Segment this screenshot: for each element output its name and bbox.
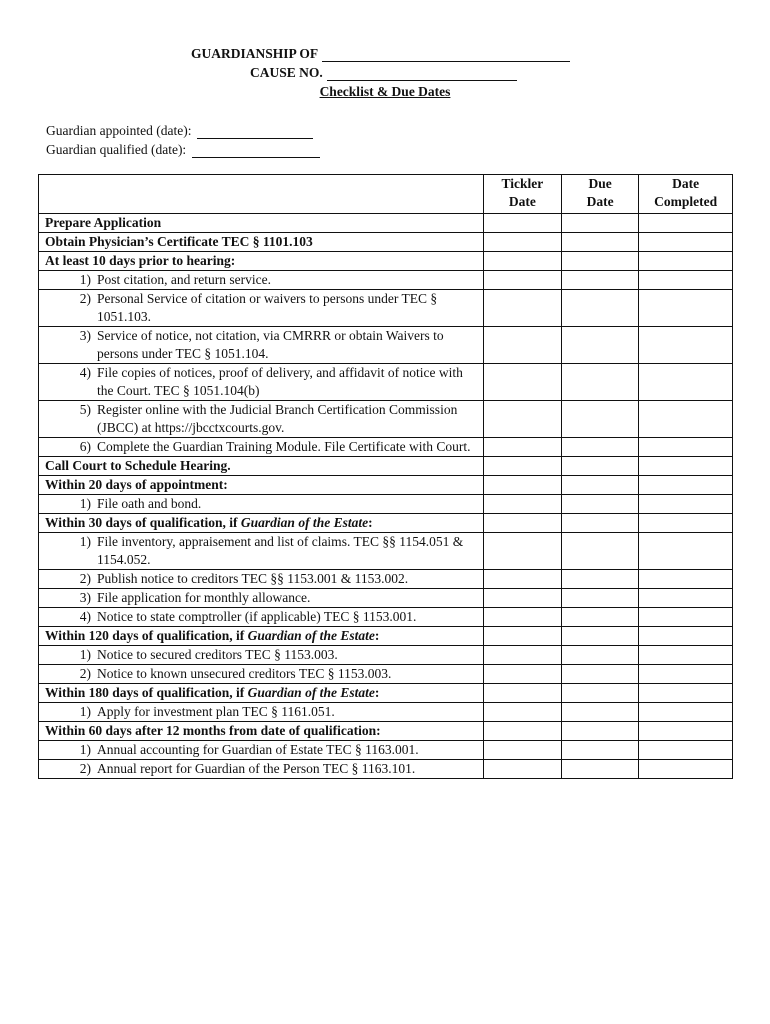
item-number: 1) [79, 704, 91, 719]
item-number: 1) [79, 496, 91, 511]
due-date-cell[interactable] [562, 495, 639, 514]
qualified-label: Guardian qualified (date): [46, 142, 187, 157]
section-label [45, 628, 379, 643]
checklist-body [39, 214, 733, 779]
guardianship-line [191, 46, 570, 62]
item-number: 1) [79, 534, 91, 549]
checklist-item-row [39, 589, 733, 608]
appointed-blank[interactable] [197, 126, 313, 139]
due-date-cell[interactable] [562, 533, 639, 570]
date-completed-cell[interactable] [639, 570, 733, 589]
list-item [45, 741, 483, 759]
tickler-date-cell[interactable] [483, 514, 562, 533]
checklist-item-row [39, 327, 733, 364]
tickler-date-cell[interactable] [483, 476, 562, 495]
due-date-cell[interactable] [562, 514, 639, 533]
item-text: File copies of notices, proof of delivery, and affidavit of notice with the Court. TEC § 1051.104(b) [97, 365, 463, 398]
task-description [39, 252, 484, 271]
section-label-suffix: : [374, 628, 380, 643]
list-item [45, 495, 483, 513]
qualified-blank[interactable] [192, 145, 320, 158]
item-number: 1) [79, 647, 91, 662]
checklist-item-row [39, 438, 733, 457]
section-label: Within 60 days after 12 months from date of qualification: [45, 723, 381, 738]
due-date-cell[interactable] [562, 722, 639, 741]
due-date-cell[interactable] [562, 703, 639, 722]
guardianship-label: GUARDIANSHIP OF [191, 46, 319, 61]
task-description [39, 741, 484, 760]
tickler-date-cell[interactable] [483, 214, 562, 233]
due-date-cell[interactable] [562, 608, 639, 627]
list-item [45, 533, 483, 569]
task-description [39, 271, 484, 290]
section-label: Within 20 days of appointment: [45, 477, 228, 492]
due-date-cell[interactable] [562, 457, 639, 476]
due-date-cell[interactable] [562, 233, 639, 252]
due-date-header [562, 175, 639, 214]
completed-header-line1: Date [672, 176, 700, 191]
tickler-date-cell[interactable] [483, 290, 562, 327]
checklist-item-row [39, 741, 733, 760]
due-date-cell[interactable] [562, 476, 639, 495]
date-completed-cell[interactable] [639, 327, 733, 364]
item-number: 2) [79, 761, 91, 776]
list-item [45, 327, 483, 363]
tickler-date-cell[interactable] [483, 364, 562, 401]
item-text: Annual report for Guardian of the Person TEC § 1163.101. [97, 761, 416, 776]
date-completed-cell[interactable] [639, 514, 733, 533]
item-text: Post citation, and return service. [97, 272, 271, 287]
checklist-table [38, 174, 733, 779]
guardianship-blank[interactable] [322, 49, 570, 62]
item-number: 3) [79, 328, 91, 343]
tickler-header-line2: Date [508, 194, 536, 209]
list-item [45, 646, 483, 664]
item-number: 1) [79, 272, 91, 287]
tickler-date-cell[interactable] [483, 627, 562, 646]
tickler-date-cell[interactable] [483, 252, 562, 271]
description-header [39, 175, 484, 214]
list-item [45, 290, 483, 326]
list-item [45, 703, 483, 721]
date-completed-cell[interactable] [639, 495, 733, 514]
due-date-cell[interactable] [562, 438, 639, 457]
date-completed-cell[interactable] [639, 233, 733, 252]
task-description [39, 589, 484, 608]
tickler-date-cell[interactable] [483, 401, 562, 438]
task-description [39, 627, 484, 646]
task-description [39, 760, 484, 779]
due-date-cell[interactable] [562, 760, 639, 779]
date-completed-cell[interactable] [639, 646, 733, 665]
task-description [39, 514, 484, 533]
date-completed-cell[interactable] [639, 364, 733, 401]
task-description [39, 364, 484, 401]
task-description [39, 646, 484, 665]
tickler-date-cell[interactable] [483, 760, 562, 779]
checklist-item-row [39, 401, 733, 438]
tickler-date-cell[interactable] [483, 271, 562, 290]
tickler-date-cell[interactable] [483, 233, 562, 252]
tickler-date-cell[interactable] [483, 741, 562, 760]
checklist-item-row [39, 495, 733, 514]
tickler-date-cell[interactable] [483, 665, 562, 684]
tickler-date-cell[interactable] [483, 438, 562, 457]
due-date-cell[interactable] [562, 646, 639, 665]
section-label: Prepare Application [45, 215, 162, 230]
item-number: 2) [79, 571, 91, 586]
date-completed-cell[interactable] [639, 684, 733, 703]
due-date-cell[interactable] [562, 214, 639, 233]
date-completed-cell[interactable] [639, 401, 733, 438]
section-label-suffix: : [368, 515, 373, 530]
item-text: Apply for investment plan TEC § 1161.051. [97, 704, 335, 719]
checklist-item-row [39, 533, 733, 570]
cause-line [250, 65, 517, 81]
list-item [45, 271, 483, 289]
tickler-date-cell[interactable] [483, 608, 562, 627]
date-completed-cell[interactable] [639, 703, 733, 722]
checklist-item-row [39, 608, 733, 627]
task-description [39, 722, 484, 741]
checklist-item-row [39, 703, 733, 722]
date-completed-cell[interactable] [639, 760, 733, 779]
due-date-cell[interactable] [562, 570, 639, 589]
checklist-section-row [39, 457, 733, 476]
task-description [39, 401, 484, 438]
task-description [39, 533, 484, 570]
item-number: 6) [79, 439, 91, 454]
list-item [45, 438, 483, 456]
list-item [45, 665, 483, 683]
checklist-section-row [39, 514, 733, 533]
task-description [39, 570, 484, 589]
section-label-prefix: Within 180 days of qualification, if [45, 685, 248, 700]
checklist-item-row [39, 760, 733, 779]
checklist-section-row [39, 627, 733, 646]
tickler-date-cell[interactable] [483, 570, 562, 589]
completed-header-line2: Completed [654, 194, 718, 209]
task-description [39, 608, 484, 627]
checklist-section-row [39, 233, 733, 252]
item-text: Personal Service of citation or waivers to persons under TEC § 1051.103. [97, 291, 438, 324]
checklist-item-row [39, 570, 733, 589]
tickler-date-cell[interactable] [483, 457, 562, 476]
section-label: At least 10 days prior to hearing: [45, 253, 236, 268]
date-completed-cell[interactable] [639, 741, 733, 760]
due-date-cell[interactable] [562, 627, 639, 646]
list-item [45, 364, 483, 400]
page-title: Checklist & Due Dates [319, 84, 451, 99]
table-header-row [39, 175, 733, 214]
date-completed-cell[interactable] [639, 271, 733, 290]
due-date-cell[interactable] [562, 665, 639, 684]
section-label-italic: Guardian of the Estate [247, 628, 375, 643]
due-date-cell[interactable] [562, 290, 639, 327]
date-completed-cell[interactable] [639, 589, 733, 608]
due-header-line2: Date [586, 194, 614, 209]
tickler-date-cell[interactable] [483, 722, 562, 741]
cause-blank[interactable] [327, 68, 517, 81]
date-completed-cell[interactable] [639, 457, 733, 476]
task-description [39, 703, 484, 722]
section-label-italic: Guardian of the Estate [240, 515, 369, 530]
due-date-cell[interactable] [562, 684, 639, 703]
date-completed-cell[interactable] [639, 290, 733, 327]
item-number: 4) [79, 609, 91, 624]
date-completed-cell[interactable] [639, 722, 733, 741]
date-completed-cell[interactable] [639, 665, 733, 684]
section-label [45, 685, 379, 700]
list-item [45, 570, 483, 588]
due-date-cell[interactable] [562, 327, 639, 364]
due-date-cell[interactable] [562, 364, 639, 401]
checklist-item-row [39, 646, 733, 665]
checklist-item-row [39, 665, 733, 684]
tickler-date-cell[interactable] [483, 589, 562, 608]
section-label-prefix: Within 120 days of qualification, if [45, 628, 248, 643]
checklist-item-row [39, 364, 733, 401]
due-date-cell[interactable] [562, 271, 639, 290]
list-item [45, 608, 483, 626]
tickler-date-header [483, 175, 562, 214]
section-label [45, 515, 373, 530]
tickler-date-cell[interactable] [483, 684, 562, 703]
date-completed-cell[interactable] [639, 476, 733, 495]
date-completed-cell[interactable] [639, 252, 733, 271]
tickler-date-cell[interactable] [483, 533, 562, 570]
qualified-row [46, 139, 320, 158]
tickler-date-cell[interactable] [483, 703, 562, 722]
section-label-suffix: : [374, 685, 380, 700]
section-label: Obtain Physician’s Certificate TEC § 1101.103 [45, 234, 313, 249]
section-label-prefix: Within 30 days of qualification, if [45, 515, 241, 530]
due-date-cell[interactable] [562, 252, 639, 271]
list-item [45, 589, 483, 607]
due-date-cell[interactable] [562, 589, 639, 608]
checklist-section-row [39, 684, 733, 703]
date-completed-cell[interactable] [639, 533, 733, 570]
date-completed-cell[interactable] [639, 608, 733, 627]
item-text: Notice to secured creditors TEC § 1153.003. [97, 647, 338, 662]
checklist-section-row [39, 722, 733, 741]
list-item [45, 760, 483, 778]
item-text: File application for monthly allowance. [97, 590, 311, 605]
item-text: Complete the Guardian Training Module. File Certificate with Court. [97, 439, 471, 454]
checklist-section-row [39, 214, 733, 233]
date-completed-cell[interactable] [639, 438, 733, 457]
item-text: File inventory, appraisement and list of claims. TEC §§ 1154.051 & 1154.052. [97, 534, 464, 567]
appointment-dates [46, 120, 320, 158]
item-text: Annual accounting for Guardian of Estate TEC § 1163.001. [97, 742, 419, 757]
item-number: 2) [79, 666, 91, 681]
item-number: 4) [79, 365, 91, 380]
checklist-section-row [39, 476, 733, 495]
date-completed-cell[interactable] [639, 627, 733, 646]
checklist-section-row [39, 252, 733, 271]
due-date-cell[interactable] [562, 741, 639, 760]
task-description [39, 233, 484, 252]
checklist-item-row [39, 290, 733, 327]
item-text: Publish notice to creditors TEC §§ 1153.001 & 1153.002. [97, 571, 409, 586]
item-number: 1) [79, 742, 91, 757]
tickler-date-cell[interactable] [483, 495, 562, 514]
date-completed-cell[interactable] [639, 214, 733, 233]
task-description [39, 476, 484, 495]
task-description [39, 457, 484, 476]
appointed-label: Guardian appointed (date): [46, 123, 192, 138]
date-completed-header [639, 175, 733, 214]
task-description [39, 438, 484, 457]
task-description [39, 665, 484, 684]
tickler-header-line1: Tickler [501, 176, 544, 191]
due-header-line1: Due [588, 176, 612, 191]
item-number: 3) [79, 590, 91, 605]
item-number: 2) [79, 291, 91, 306]
item-text: Service of notice, not citation, via CMRRR or obtain Waivers to persons under TEC § 1051.104. [97, 328, 444, 361]
item-text: Register online with the Judicial Branch Certification Commission (JBCC) at https://jbcctxcourts.gov. [97, 402, 458, 435]
item-text: Notice to state comptroller (if applicable) TEC § 1153.001. [97, 609, 417, 624]
item-number: 5) [79, 402, 91, 417]
tickler-date-cell[interactable] [483, 646, 562, 665]
section-label: Call Court to Schedule Hearing. [45, 458, 231, 473]
task-description [39, 290, 484, 327]
task-description [39, 684, 484, 703]
appointed-row [46, 120, 320, 139]
task-description [39, 495, 484, 514]
due-date-cell[interactable] [562, 401, 639, 438]
tickler-date-cell[interactable] [483, 327, 562, 364]
item-text: Notice to known unsecured creditors TEC § 1153.003. [97, 666, 392, 681]
cause-label: CAUSE NO. [250, 65, 323, 80]
list-item [45, 401, 483, 437]
checklist-item-row [39, 271, 733, 290]
task-description [39, 327, 484, 364]
task-description [39, 214, 484, 233]
item-text: File oath and bond. [97, 496, 202, 511]
section-label-italic: Guardian of the Estate [247, 685, 375, 700]
